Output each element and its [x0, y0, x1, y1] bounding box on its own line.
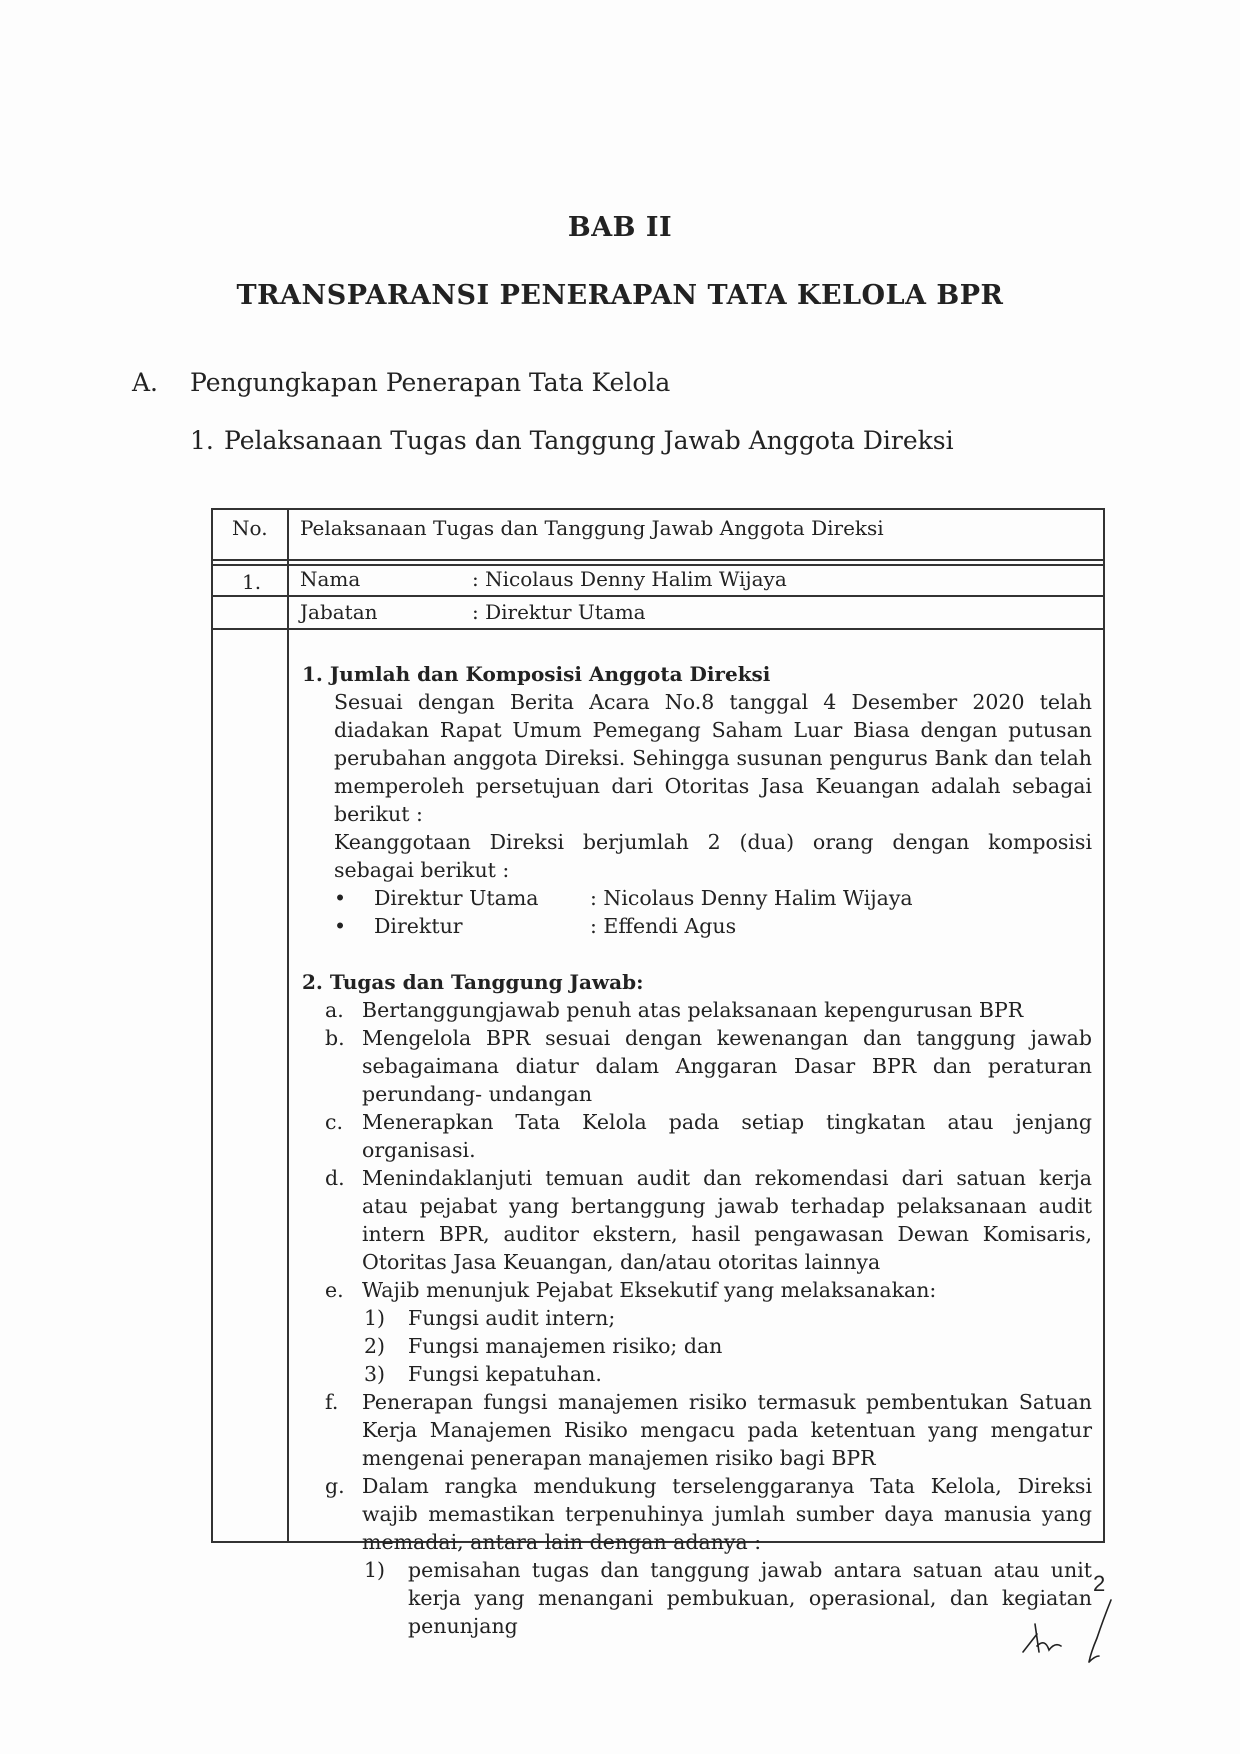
table-row-number: 1. — [242, 570, 262, 594]
item-text: Menerapkan Tata Kelola pada setiap tingkatan atau jenjang organisasi. — [362, 1110, 1092, 1162]
table-header-divider — [211, 559, 1105, 561]
table-border-top — [211, 508, 1105, 510]
list-item — [302, 1388, 1092, 1472]
sub-item-text: Fungsi manajemen risiko; dan — [408, 1334, 723, 1358]
signature-initials-icon — [1015, 1590, 1125, 1670]
list-item — [302, 1108, 1092, 1164]
item-marker: b. — [325, 1026, 345, 1050]
sub-item-text: Fungsi audit intern; — [408, 1306, 616, 1330]
list-item — [302, 996, 1092, 1024]
table-border-left — [211, 508, 213, 1543]
member-name: : Nicolaus Denny Halim Wijaya — [590, 886, 913, 910]
item-text: Bertanggungjawab penuh atas pelaksanaan kepengurusan BPR — [362, 998, 1024, 1022]
paragraph-berita-acara: Sesuai dengan Berita Acara No.8 tanggal 4 Desember 2020 telah diadakan Rapat Umum Pemegang Saham Luar Biasa dengan putusan perubahan anggota Direksi. Sehingga susunan pengurus Bank dan telah memperoleh persetujuan dari Otoritas Jasa Keuangan adalah sebagai berikut : — [334, 690, 1092, 826]
table-header-no: No. — [232, 516, 268, 540]
member-name: : Effendi Agus — [590, 914, 737, 938]
table-column-divider — [287, 508, 289, 1543]
list-item — [302, 1276, 1092, 1304]
item-marker: a. — [325, 998, 344, 1022]
chapter-label: BAB II — [567, 212, 673, 243]
sub-list-item — [302, 1332, 1092, 1360]
sub-item-marker: 1) — [364, 1306, 386, 1330]
table-border-right — [1103, 508, 1105, 1543]
jabatan-value: : Direktur Utama — [472, 600, 646, 624]
item-text: Mengelola BPR sesuai dengan kewenangan dan tanggung jawab sebagaimana diatur dalam Anggaran Dasar BPR dan peraturan perundang- undangan — [362, 1026, 1092, 1106]
section-1-heading — [190, 426, 954, 455]
sub-item-marker: 1) — [364, 1558, 386, 1582]
nama-label: Nama — [300, 567, 361, 591]
table-content — [302, 660, 1092, 1640]
section-1-number: 1. — [190, 426, 214, 455]
heading-duties: 2. Tugas dan Tanggung Jawab: — [302, 970, 644, 994]
item-text: Wajib menunjuk Pejabat Eksekutif yang melaksanakan: — [362, 1278, 937, 1302]
item-marker: d. — [325, 1166, 345, 1190]
member-role: Direktur Utama — [374, 886, 539, 910]
list-item — [334, 912, 1092, 940]
item-marker: c. — [325, 1110, 343, 1134]
list-item — [334, 884, 1092, 912]
sub-item-text: Fungsi kepatuhan. — [408, 1362, 602, 1386]
item-marker: e. — [325, 1278, 344, 1302]
item-marker: f. — [325, 1390, 339, 1414]
item-text: Penerapan fungsi manajemen risiko termasuk pembentukan Satuan Kerja Manajemen Risiko mengacu pada ketentuan yang mengatur mengenai penerapan manajemen risiko bagi BPR — [362, 1390, 1092, 1470]
nama-value: : Nicolaus Denny Halim Wijaya — [472, 567, 787, 591]
table-header-title: Pelaksanaan Tugas dan Tanggung Jawab Anggota Direksi — [300, 516, 884, 540]
paragraph-keanggotaan: Keanggotaan Direksi berjumlah 2 (dua) orang dengan komposisi sebagai berikut : — [334, 830, 1092, 882]
item-text: Menindaklanjuti temuan audit dan rekomendasi dari satuan kerja atau pejabat yang bertanggung jawab terhadap pelaksanaan audit intern BPR, auditor ekstern, hasil pengawasan Dewan Komisaris, Otoritas Jasa Keuangan, dan/atau otoritas lainnya — [362, 1166, 1092, 1274]
chapter-title: TRANSPARANSI PENERAPAN TATA KELOLA BPR — [236, 280, 1004, 311]
sub-list-item — [302, 1556, 1092, 1640]
sub-item-marker: 3) — [364, 1362, 386, 1386]
list-item — [302, 1164, 1092, 1276]
page-number: 2 — [1093, 1571, 1106, 1596]
sub-list-item — [302, 1304, 1092, 1332]
section-1-title: Pelaksanaan Tugas dan Tanggung Jawab Anggota Direksi — [224, 426, 954, 455]
jabatan-label: Jabatan — [300, 600, 378, 624]
section-a-title: Pengungkapan Penerapan Tata Kelola — [190, 368, 671, 397]
sub-list-item — [302, 1360, 1092, 1388]
bullet: • — [334, 886, 347, 910]
bullet: • — [334, 914, 347, 938]
list-item — [302, 1024, 1092, 1108]
sub-item-text: pemisahan tugas dan tanggung jawab antara satuan atau unit kerja yang menangani pembukuan, operasional, dan kegiatan penunjang — [408, 1558, 1092, 1638]
section-a-letter: A. — [132, 368, 159, 397]
section-a-heading — [132, 368, 670, 397]
item-text: Dalam rangka mendukung terselenggaranya Tata Kelola, Direksi wajib memastikan terpenuhinya jumlah sumber daya manusia yang memadai, antara lain dengan adanya : — [362, 1474, 1092, 1554]
table-row-divider-nama — [211, 595, 1105, 597]
table-row-divider-jabatan — [211, 628, 1105, 630]
member-role: Direktur — [374, 914, 463, 938]
item-marker: g. — [325, 1474, 345, 1498]
heading-composition: 1. Jumlah dan Komposisi Anggota Direksi — [302, 662, 771, 686]
sub-item-marker: 2) — [364, 1334, 386, 1358]
list-item — [302, 1472, 1092, 1556]
